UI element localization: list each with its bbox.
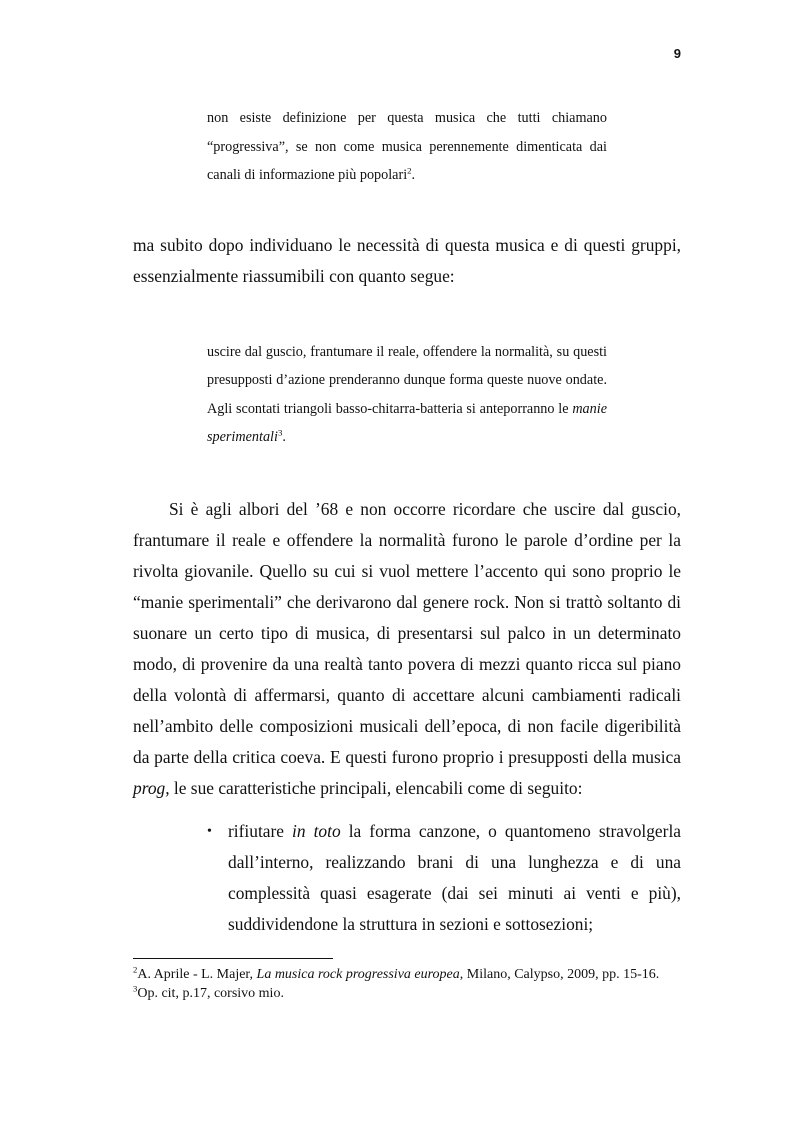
footnote-2-part-1: A. Aprile - L. Majer, (137, 967, 257, 982)
paragraph-main-part-2: le sue caratteristiche principali, elencabili come di seguito: (169, 777, 583, 798)
footnote-ref-3[interactable]: 3 (277, 427, 283, 438)
characteristics-list (133, 816, 681, 940)
list-item-italic: in toto (292, 820, 341, 841)
blockquote-second-text (207, 338, 607, 452)
paragraph-main-italic: prog, (133, 777, 170, 798)
blockquote-first-body: non esiste definizione per questa musica che tutti chiamano “progressiva”, se non come musica perennemente dimenticata dai canali di informazione più popolari (207, 110, 607, 183)
bullet-icon: • (207, 823, 212, 839)
paragraph-main-part-1: Si è agli albori del ’68 e non occorre ricordare che uscire dal guscio, frantumare il reale e offendere la normalità furono le parole d’ordine per la rivolta giovanile. Quello su cui si vuol mettere l’accento qui sono proprio le “manie sperimentali” che derivarono dal genere rock. Non si trattò soltanto di suonare un certo tipo di musica, di presentarsi sul palco in un determinato modo, di provenire da una realtà tanto povera di mezzi quanto ricca sul piano della volontà di affermarsi, quanto di accettare alcuni cambiamenti radicali nell’ambito delle composizioni musicali dell’epoca, di non facile digeribilità da parte della critica coeva. E questi furono proprio i presupposti della musica (133, 498, 681, 767)
footnote-separator (133, 958, 333, 959)
footnote-area (133, 958, 681, 1003)
spacer-before-second-quote (133, 292, 681, 338)
footnote-3 (133, 984, 681, 1003)
blockquote-second-tail: . (282, 429, 286, 445)
blockquote-second-italic: manie sperimentali (207, 400, 607, 445)
list-item (207, 816, 681, 940)
blockquote-first-tail: . (411, 167, 416, 183)
blockquote-second-body: uscire dal guscio, frantumare il reale, offendere la normalità, su questi presupposti d’azione prenderanno dunque forma queste nuove ondate. Agli scontati triangoli basso-chitarra-batteria si anteporranno le (207, 343, 607, 417)
blockquote-first-text (207, 104, 607, 190)
blockquote-first (207, 104, 607, 190)
footnote-3-part-1: Op. cit, p.17, corsivo mio. (137, 986, 284, 1001)
page-content (133, 104, 681, 940)
spacer-after-second-quote (133, 452, 681, 494)
list-item-part-1: rifiutare (228, 820, 293, 841)
list-item-part-2: la forma canzone, o quantomeno stravolgerla dall’interno, realizzando brani di una lunghezza e di una complessità quasi esagerate (dai sei minuti ai venti e più), suddividendone la struttura in sezioni e sottosezioni; (228, 820, 681, 934)
footnote-2-marker: 2 (133, 964, 138, 975)
footnote-2-italic-title: La musica rock progressiva europea (256, 967, 460, 982)
paragraph-intro: ma subito dopo individuano le necessità di questa musica e di questi gruppi, essenzialmente riassumibili con quanto segue: (133, 234, 681, 286)
paragraph-main (133, 494, 681, 804)
blockquote-second (207, 338, 607, 452)
page-number: 9 (673, 46, 681, 61)
spacer-before-list (133, 804, 681, 816)
spacer-after-first-quote (133, 190, 681, 230)
footnote-ref-2[interactable]: 2 (407, 165, 412, 176)
footnote-2 (133, 965, 681, 984)
footnote-3-marker: 3 (133, 983, 138, 994)
footnote-2-part-2: , Milano, Calypso, 2009, pp. 15-16. (459, 967, 660, 982)
